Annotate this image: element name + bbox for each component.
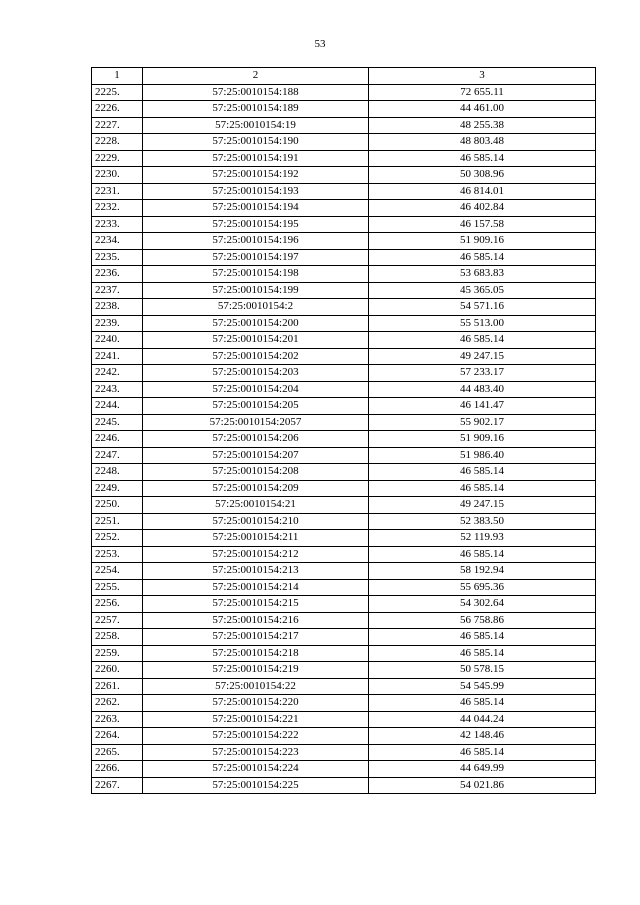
value-cell: 52 383.50: [369, 513, 596, 530]
row-number-cell: 2255.: [92, 579, 143, 596]
value-cell: 46 585.14: [369, 480, 596, 497]
cadastral-number-cell: 57:25:0010154:22: [143, 678, 369, 695]
row-number-cell: 2245.: [92, 414, 143, 431]
table-row: [92, 84, 596, 101]
row-number-cell: 2263.: [92, 711, 143, 728]
row-number-cell: 2235.: [92, 249, 143, 266]
cadastral-number-cell: 57:25:0010154:214: [143, 579, 369, 596]
row-number-cell: 2254.: [92, 563, 143, 580]
cadastral-number-cell: 57:25:0010154:21: [143, 497, 369, 514]
cadastral-number-cell: 57:25:0010154:215: [143, 596, 369, 613]
row-number-cell: 2230.: [92, 167, 143, 184]
value-cell: 51 909.16: [369, 431, 596, 448]
row-number-cell: 2228.: [92, 134, 143, 151]
cadastral-number-cell: 57:25:0010154:195: [143, 216, 369, 233]
cadastral-number-cell: 57:25:0010154:2: [143, 299, 369, 316]
cadastral-number-cell: 57:25:0010154:204: [143, 381, 369, 398]
cadastral-number-cell: 57:25:0010154:191: [143, 150, 369, 167]
row-number-cell: 2248.: [92, 464, 143, 481]
row-number-cell: 2264.: [92, 728, 143, 745]
row-number-cell: 2244.: [92, 398, 143, 415]
cadastral-number-cell: 57:25:0010154:206: [143, 431, 369, 448]
cadastral-number-cell: 57:25:0010154:211: [143, 530, 369, 547]
value-cell: 44 044.24: [369, 711, 596, 728]
value-cell: 46 814.01: [369, 183, 596, 200]
header-cell-col-1: 1: [92, 68, 143, 85]
row-number-cell: 2242.: [92, 365, 143, 382]
cadastral-number-cell: 57:25:0010154:207: [143, 447, 369, 464]
cadastral-number-cell: 57:25:0010154:208: [143, 464, 369, 481]
table-row: [92, 315, 596, 332]
table-row: [92, 101, 596, 118]
value-cell: 46 585.14: [369, 744, 596, 761]
page-number: 53: [314, 38, 326, 50]
cadastral-number-cell: 57:25:0010154:188: [143, 84, 369, 101]
cadastral-number-cell: 57:25:0010154:219: [143, 662, 369, 679]
value-cell: 46 585.14: [369, 695, 596, 712]
cadastral-number-cell: 57:25:0010154:218: [143, 645, 369, 662]
row-number-cell: 2241.: [92, 348, 143, 365]
row-number-cell: 2257.: [92, 612, 143, 629]
cadastral-number-cell: 57:25:0010154:193: [143, 183, 369, 200]
table-row: [92, 431, 596, 448]
row-number-cell: 2229.: [92, 150, 143, 167]
table-row: [92, 761, 596, 778]
row-number-cell: 2259.: [92, 645, 143, 662]
row-number-cell: 2238.: [92, 299, 143, 316]
table-row: [92, 563, 596, 580]
row-number-cell: 2266.: [92, 761, 143, 778]
row-number-cell: 2234.: [92, 233, 143, 250]
row-number-cell: 2267.: [92, 777, 143, 794]
registry-table: [91, 67, 596, 794]
row-number-cell: 2253.: [92, 546, 143, 563]
table-row: [92, 249, 596, 266]
value-cell: 46 585.14: [369, 464, 596, 481]
cadastral-number-cell: 57:25:0010154:203: [143, 365, 369, 382]
table-row: [92, 497, 596, 514]
row-number-cell: 2225.: [92, 84, 143, 101]
row-number-cell: 2233.: [92, 216, 143, 233]
table-row: [92, 183, 596, 200]
table-row: [92, 332, 596, 349]
row-number-cell: 2239.: [92, 315, 143, 332]
value-cell: 54 302.64: [369, 596, 596, 613]
value-cell: 55 513.00: [369, 315, 596, 332]
value-cell: 54 021.86: [369, 777, 596, 794]
value-cell: 44 649.99: [369, 761, 596, 778]
row-number-cell: 2256.: [92, 596, 143, 613]
value-cell: 46 585.14: [369, 645, 596, 662]
row-number-cell: 2262.: [92, 695, 143, 712]
row-number-cell: 2232.: [92, 200, 143, 217]
cadastral-number-cell: 57:25:0010154:199: [143, 282, 369, 299]
value-cell: 51 909.16: [369, 233, 596, 250]
table-row: [92, 216, 596, 233]
value-cell: 50 578.15: [369, 662, 596, 679]
table-row: [92, 233, 596, 250]
row-number-cell: 2249.: [92, 480, 143, 497]
table-row: [92, 678, 596, 695]
value-cell: 44 461.00: [369, 101, 596, 118]
cadastral-number-cell: 57:25:0010154:200: [143, 315, 369, 332]
table-row: [92, 513, 596, 530]
value-cell: 57 233.17: [369, 365, 596, 382]
table-row: [92, 117, 596, 134]
value-cell: 46 585.14: [369, 150, 596, 167]
cadastral-number-cell: 57:25:0010154:2057: [143, 414, 369, 431]
table-row: [92, 464, 596, 481]
cadastral-number-cell: 57:25:0010154:201: [143, 332, 369, 349]
row-number-cell: 2265.: [92, 744, 143, 761]
table-header-row: [92, 68, 596, 85]
table-row: [92, 348, 596, 365]
row-number-cell: 2226.: [92, 101, 143, 118]
cadastral-number-cell: 57:25:0010154:205: [143, 398, 369, 415]
value-cell: 49 247.15: [369, 348, 596, 365]
row-number-cell: 2243.: [92, 381, 143, 398]
table-row: [92, 480, 596, 497]
cadastral-number-cell: 57:25:0010154:225: [143, 777, 369, 794]
row-number-cell: 2246.: [92, 431, 143, 448]
row-number-cell: 2261.: [92, 678, 143, 695]
table-row: [92, 777, 596, 794]
value-cell: 46 585.14: [369, 546, 596, 563]
cadastral-number-cell: 57:25:0010154:224: [143, 761, 369, 778]
value-cell: 54 545.99: [369, 678, 596, 695]
table-row: [92, 266, 596, 283]
table-row: [92, 744, 596, 761]
cadastral-number-cell: 57:25:0010154:212: [143, 546, 369, 563]
cadastral-number-cell: 57:25:0010154:210: [143, 513, 369, 530]
row-number-cell: 2250.: [92, 497, 143, 514]
value-cell: 46 585.14: [369, 629, 596, 646]
cadastral-number-cell: 57:25:0010154:213: [143, 563, 369, 580]
table-row: [92, 299, 596, 316]
table-row: [92, 282, 596, 299]
table-row: [92, 629, 596, 646]
header-cell-col-3: 3: [369, 68, 596, 85]
row-number-cell: 2251.: [92, 513, 143, 530]
row-number-cell: 2236.: [92, 266, 143, 283]
table-row: [92, 695, 596, 712]
cadastral-number-cell: 57:25:0010154:197: [143, 249, 369, 266]
value-cell: 53 683.83: [369, 266, 596, 283]
value-cell: 44 483.40: [369, 381, 596, 398]
value-cell: 48 255.38: [369, 117, 596, 134]
row-number-cell: 2260.: [92, 662, 143, 679]
value-cell: 55 695.36: [369, 579, 596, 596]
table-row: [92, 200, 596, 217]
value-cell: 51 986.40: [369, 447, 596, 464]
row-number-cell: 2240.: [92, 332, 143, 349]
table-row: [92, 579, 596, 596]
row-number-cell: 2231.: [92, 183, 143, 200]
value-cell: 46 585.14: [369, 332, 596, 349]
value-cell: 54 571.16: [369, 299, 596, 316]
cadastral-number-cell: 57:25:0010154:189: [143, 101, 369, 118]
table-row: [92, 134, 596, 151]
value-cell: 50 308.96: [369, 167, 596, 184]
table-row: [92, 365, 596, 382]
cadastral-number-cell: 57:25:0010154:19: [143, 117, 369, 134]
row-number-cell: 2258.: [92, 629, 143, 646]
table-row: [92, 447, 596, 464]
value-cell: 46 157.58: [369, 216, 596, 233]
value-cell: 52 119.93: [369, 530, 596, 547]
cadastral-number-cell: 57:25:0010154:216: [143, 612, 369, 629]
value-cell: 42 148.46: [369, 728, 596, 745]
cadastral-number-cell: 57:25:0010154:222: [143, 728, 369, 745]
value-cell: 46 585.14: [369, 249, 596, 266]
value-cell: 55 902.17: [369, 414, 596, 431]
table-row: [92, 546, 596, 563]
table-row: [92, 381, 596, 398]
cadastral-number-cell: 57:25:0010154:194: [143, 200, 369, 217]
row-number-cell: 2247.: [92, 447, 143, 464]
value-cell: 58 192.94: [369, 563, 596, 580]
header-cell-col-2: 2: [143, 68, 369, 85]
value-cell: 48 803.48: [369, 134, 596, 151]
cadastral-number-cell: 57:25:0010154:190: [143, 134, 369, 151]
table-row: [92, 150, 596, 167]
cadastral-number-cell: 57:25:0010154:209: [143, 480, 369, 497]
row-number-cell: 2227.: [92, 117, 143, 134]
cadastral-number-cell: 57:25:0010154:220: [143, 695, 369, 712]
table-row: [92, 167, 596, 184]
table-row: [92, 645, 596, 662]
table-row: [92, 414, 596, 431]
cadastral-number-cell: 57:25:0010154:202: [143, 348, 369, 365]
row-number-cell: 2237.: [92, 282, 143, 299]
table-row: [92, 530, 596, 547]
cadastral-number-cell: 57:25:0010154:192: [143, 167, 369, 184]
table-row: [92, 612, 596, 629]
table-row: [92, 662, 596, 679]
cadastral-number-cell: 57:25:0010154:223: [143, 744, 369, 761]
table-row: [92, 398, 596, 415]
value-cell: 45 365.05: [369, 282, 596, 299]
row-number-cell: 2252.: [92, 530, 143, 547]
cadastral-number-cell: 57:25:0010154:198: [143, 266, 369, 283]
cadastral-number-cell: 57:25:0010154:221: [143, 711, 369, 728]
value-cell: 46 141.47: [369, 398, 596, 415]
cadastral-number-cell: 57:25:0010154:196: [143, 233, 369, 250]
table-row: [92, 596, 596, 613]
value-cell: 56 758.86: [369, 612, 596, 629]
value-cell: 72 655.11: [369, 84, 596, 101]
table-body: [92, 68, 596, 794]
cadastral-number-cell: 57:25:0010154:217: [143, 629, 369, 646]
table-row: [92, 711, 596, 728]
value-cell: 49 247.15: [369, 497, 596, 514]
value-cell: 46 402.84: [369, 200, 596, 217]
table-row: [92, 728, 596, 745]
